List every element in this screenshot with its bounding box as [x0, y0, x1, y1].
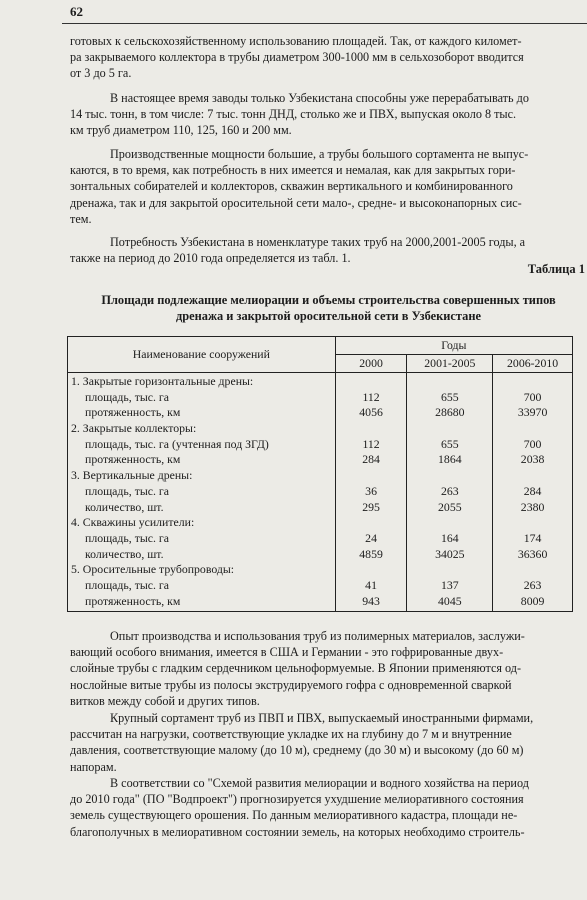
- paragraph-7: [70, 775, 587, 840]
- header-years: Годы: [335, 337, 572, 355]
- text-line: тем.: [70, 211, 92, 226]
- paragraph-3: [70, 146, 587, 227]
- text-line: напорам.: [70, 759, 117, 774]
- text-line: давления, соответствующие малому (до 10 м), среднему (до 30 м) и высокому (до 60 м): [70, 743, 524, 758]
- text-line: зонтальных собирателей и коллекторов, скважин вертикального и комбинированного: [70, 179, 513, 194]
- header-year: 2006-2010: [493, 355, 573, 373]
- table-cell: 284: [362, 452, 380, 467]
- text-line: дренажа, так и для закрытой оросительной сети мало-, средне- и высоконапорных сис-: [70, 195, 522, 210]
- text-line: км труб диаметром 110, 125, 160 и 200 мм.: [70, 123, 292, 138]
- text-line: нослойные витые трубы из полосы экструдируемого гофра с одновременной сваркой: [70, 677, 512, 692]
- table-cell: 41: [365, 577, 377, 592]
- table-column-2000: [335, 373, 407, 612]
- header-year: 2000: [335, 355, 407, 373]
- table-cell: 112: [362, 436, 380, 451]
- group-title: 1. Закрытые горизонтальные дрены:: [71, 374, 254, 388]
- table-cell: 36360: [517, 546, 548, 561]
- text-line: благополучных в мелиоративном состоянии земель, на которых необходимо строитель-: [70, 824, 525, 839]
- table-cell: 33970: [517, 405, 548, 420]
- row-name: площадь, тыс. га: [85, 577, 169, 592]
- table-cell: 2038: [520, 452, 545, 467]
- text-line: слойные трубы с гладким сердечником цельноформуемые. В Японии применяются од-: [70, 661, 522, 676]
- table-cell: 137: [440, 577, 459, 592]
- table-cell: 263: [523, 577, 542, 592]
- paragraph-4: [70, 234, 587, 266]
- text-line: 14 тыс. тонн, в том числе: 7 тыс. тонн ДНД, столько же и ПВХ, выпуская около 8 тыс.: [70, 107, 517, 122]
- text-line: Производственные мощности большие, а трубы большого сортамента не выпус-: [110, 147, 529, 161]
- table-cell: 655: [440, 436, 459, 451]
- paragraph-1: [70, 33, 587, 82]
- paragraph-6: [70, 710, 587, 775]
- text-line: витков между собой и других типов.: [70, 693, 260, 708]
- table-cell: 2055: [438, 499, 462, 514]
- text-line: В соответствии со "Схемой развития мелиорации и водного хозяйства на период: [110, 776, 529, 790]
- text-line: ра закрываемого коллектора в трубы диаметром 300-1000 мм в сельхозоборот вводится: [70, 50, 524, 65]
- group-title: 2. Закрытые коллекторы:: [71, 421, 197, 436]
- table-cell: 8009: [520, 593, 545, 608]
- text-line: рассчитан на нагрузки, соответствующие укладке их на глубину до 7 м и внутренние: [70, 727, 512, 742]
- table-cell: 263: [440, 483, 459, 498]
- table-title-line: Площади подлежащие мелиорации и объемы строительства совершенных типов: [101, 293, 556, 307]
- table-cell: 295: [362, 499, 380, 514]
- table-cell: 2380: [520, 499, 545, 514]
- table-cell: 655: [440, 389, 459, 404]
- table-cell: 4859: [359, 546, 383, 561]
- table-title: [70, 292, 587, 324]
- row-name: протяженность, км: [85, 593, 181, 608]
- table-names-column: [68, 373, 336, 612]
- group-title: 5. Оросительные трубопроводы:: [71, 562, 235, 577]
- table-cell: 4045: [438, 593, 462, 608]
- paragraph-5: [70, 628, 587, 709]
- row-name: количество, шт.: [85, 546, 164, 561]
- group-title: 4. Скважины усилители:: [71, 515, 195, 530]
- text-line: от 3 до 5 га.: [70, 66, 132, 81]
- row-name: площадь, тыс. га: [85, 483, 169, 498]
- table-cell: 24: [365, 530, 377, 545]
- text-line: также на период до 2010 года определяется из табл. 1.: [70, 251, 351, 266]
- page-number: 62: [70, 4, 83, 19]
- table-cell: 284: [523, 483, 542, 498]
- table-title-line: дренажа и закрытой оросительной сети в Узбекистане: [175, 309, 482, 323]
- header-structure-name: Наименование сооружений: [68, 337, 336, 373]
- table-cell: 112: [362, 389, 380, 404]
- text-line: земель существующего орошения. По данным мелиоративного кадастра, площади не-: [70, 808, 518, 823]
- header-year: 2001-2005: [407, 355, 493, 373]
- text-line: каются, в то время, как потребность в них имеется и немалая, как для закрытых гори-: [70, 163, 516, 178]
- table-cell: 700: [523, 389, 542, 404]
- table-cell: 700: [523, 436, 542, 451]
- table-label: Таблица 1: [527, 262, 585, 276]
- text-line: вающий особого внимания, имеется в США и Германии - это гофрированные двух-: [70, 645, 504, 660]
- table-cell: 174: [523, 530, 542, 545]
- row-name: площадь, тыс. га: [85, 389, 169, 404]
- table-cell: 28680: [435, 405, 465, 420]
- table-cell: 34025: [435, 546, 465, 561]
- text-line: В настоящее время заводы только Узбекистана способны уже перерабатывать до: [110, 91, 529, 105]
- table-cell: 164: [440, 530, 459, 545]
- text-line: Крупный сортамент труб из ПВП и ПВХ, выпускаемый иностранными фирмами,: [110, 711, 534, 725]
- text-line: до 2010 года" (ПО "Водпроект") прогнозируется ухудшение мелиоративного состояния: [70, 792, 524, 807]
- row-name: протяженность, км: [85, 452, 181, 467]
- data-table: [67, 336, 573, 612]
- group-title: 3. Вертикальные дрены:: [71, 468, 193, 483]
- row-name: протяженность, км: [85, 405, 181, 420]
- table-cell: 1864: [438, 452, 462, 467]
- row-name: количество, шт.: [85, 499, 164, 514]
- table-cell: 36: [365, 483, 377, 498]
- text-line: Опыт производства и использования труб из полимерных материалов, заслужи-: [110, 629, 525, 643]
- paragraph-2: [70, 90, 587, 139]
- table-column-2001-2005: [407, 373, 493, 612]
- table-column-2006-2010: [493, 373, 573, 612]
- text-line: готовых к сельскохозяйственному использованию площадей. Так, от каждого километ-: [70, 34, 522, 48]
- header-rule: [62, 23, 587, 24]
- table-cell: 4056: [359, 405, 383, 420]
- row-name: площадь, тыс. га (учтенная под ЗГД): [85, 436, 269, 451]
- text-line: Потребность Узбекистана в номенклатуре таких труб на 2000,2001-2005 годы, а: [110, 235, 526, 249]
- row-name: площадь, тыс. га: [85, 530, 169, 545]
- table-cell: 943: [362, 593, 380, 608]
